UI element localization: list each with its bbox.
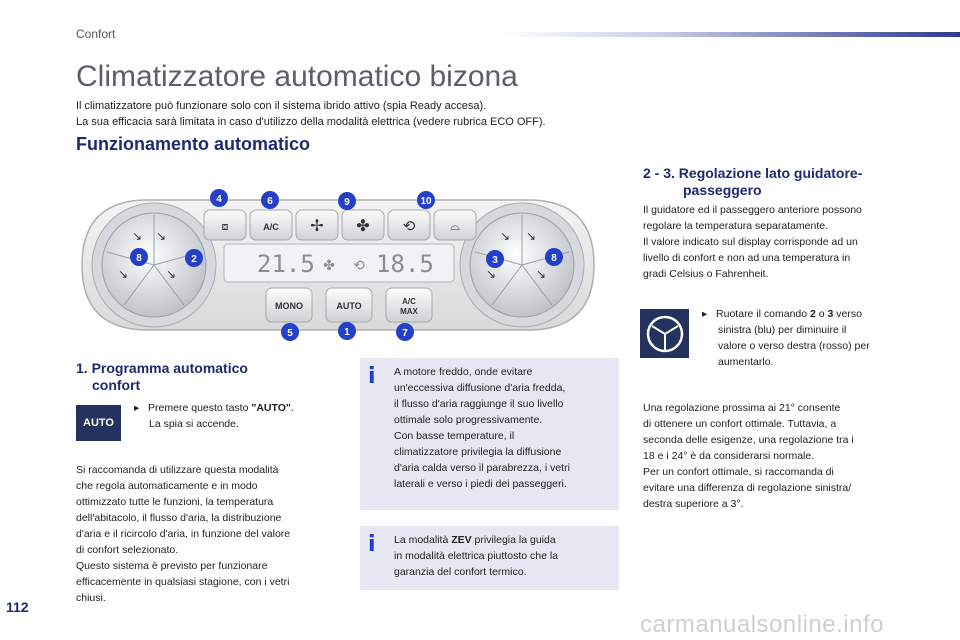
section-heading: Funzionamento automatico (76, 134, 310, 154)
mono-button-label: MONO (275, 301, 303, 311)
acmax-button-label-1: A/C (402, 297, 416, 306)
svg-text:↘: ↘ (500, 229, 511, 243)
info-note-2: i La modalità ZEV privilegia la guida in modalità elettrica piuttosto che la garanzia del confort termico. (360, 526, 619, 590)
callout-8-right: 8 (551, 253, 557, 264)
svg-text:↘: ↘ (536, 267, 547, 281)
programma-heading (76, 360, 248, 394)
callout-7: 7 (402, 328, 408, 339)
svg-text:↘: ↘ (156, 229, 167, 243)
svg-text:↘: ↘ (486, 267, 497, 281)
programma-heading-line-2: confort (92, 377, 141, 393)
bullet-marker: ▸ (702, 308, 708, 320)
display-recirc-icon: ⟲ (353, 257, 365, 273)
fan-down-icon: ✢ (310, 218, 324, 235)
intro-line-2: La sua efficacia sarà limitata in caso d'utilizzo della modalità elettrica (vedere rubrica ECO OFF). (76, 116, 546, 128)
callout-5: 5 (287, 328, 293, 339)
bottom-button-row (266, 288, 432, 322)
knob-icon (640, 309, 689, 358)
windshield-defrost-icon: ⌓ (450, 219, 460, 233)
right-temperature-display: 18.5 (376, 250, 434, 278)
intro-text (76, 98, 546, 130)
callout-1: 1 (344, 327, 350, 338)
auto-key-label: "AUTO" (251, 402, 291, 414)
callout-6: 6 (267, 196, 273, 207)
page-number: 112 (6, 599, 29, 615)
auto-button-label: AUTO (336, 301, 362, 311)
regolazione-heading (643, 165, 862, 199)
svg-text:↘: ↘ (166, 267, 177, 281)
callout-3: 3 (492, 255, 498, 266)
svg-text:↘: ↘ (132, 229, 143, 243)
callout-2: 2 (191, 254, 197, 265)
left-temperature-display: 21.5 (257, 250, 315, 278)
zev-key: ZEV (451, 534, 472, 546)
info-note-1: i A motore freddo, onde evitare un'eccessiva diffusione d'aria fredda, il flusso d'aria raggiunge il suo livello ottimale solo progressivamente. Con basse temperature, il climatizzatore privilegia la diffusione d'aria calda verso il parabrezza, i vetri laterali e verso i piedi dei passeggeri. (360, 358, 619, 510)
rear-defrost-icon: ⧈ (221, 221, 229, 233)
callout-9: 9 (344, 197, 350, 208)
page-title: Climatizzatore automatico bizona (76, 60, 518, 93)
intro-line-1: Il climatizzatore può funzionare solo con il sistema ibrido attivo (spia Ready accesa). (76, 100, 487, 112)
callout-4: 4 (216, 194, 222, 205)
callout-10: 10 (420, 196, 432, 207)
ac-button-label: A/C (263, 222, 279, 232)
regolazione-bullet: ▸ Ruotare il comando 2 o 3 verso sinistra (blu) per diminuire il valore o verso destra (rosso) per aumentarlo. (702, 308, 870, 368)
svg-text:↘: ↘ (118, 267, 129, 281)
regolazione-paragraph-2: Una regolazione prossima ai 21° consente di ottenere un confort ottimale. Tuttavia, a seconda delle esigenze, una regolazione tra i 18 e i 24° è da considerarsi normale. Per un confort ottimale, si raccomanda di evitare una differenza di regolazione sinistra/ destra superiore a 3°. (643, 402, 854, 510)
watermark: carmanualsonline.info (640, 611, 884, 638)
recirculation-icon: ⟲ (402, 218, 416, 235)
climate-panel-illustration (74, 180, 602, 350)
section-tag: Confort (76, 27, 116, 41)
programma-heading-line-1: 1. Programma automatico (76, 360, 248, 376)
fan-up-icon: ✤ (356, 218, 370, 235)
info-icon: i (368, 364, 376, 389)
display-fan-icon: ✤ (323, 257, 335, 273)
programma-paragraph: Si raccomanda di utilizzare questa modalità che regola automaticamente e in modo ottimizzato tutte le funzioni, la temperatura dell'abitacolo, il flusso d'aria, la distribuzione d'aria e il ricircolo d'aria, in funzione del valore di confort selezionato. Questo sistema è previsto per funzionare efficacemente in qualsiasi stagione, con i vetri chiusi. (76, 464, 291, 604)
svg-text:↘: ↘ (526, 229, 537, 243)
regolazione-heading-line-1: 2 - 3. Regolazione lato guidatore- (643, 165, 863, 181)
regolazione-heading-line-2: passeggero (683, 182, 762, 198)
callout-8-left: 8 (136, 253, 142, 264)
bullet-marker: ▸ (134, 402, 140, 414)
right-temperature-knob (460, 203, 584, 327)
regolazione-paragraph: Il guidatore ed il passeggero anteriore possono regolare la temperatura separatamente. Il valore indicato sul display corrisponde ad un livello di confort e non ad una temperatura in gradi Celsius o Fahrenheit. (643, 204, 862, 280)
header-rule (500, 32, 960, 37)
programma-bullet: ▸ Premere questo tasto "AUTO". La spia si accende. (134, 402, 294, 430)
acmax-button-label-2: MAX (400, 307, 418, 316)
info-icon: i (368, 532, 376, 557)
auto-button-icon: AUTO (76, 405, 121, 441)
